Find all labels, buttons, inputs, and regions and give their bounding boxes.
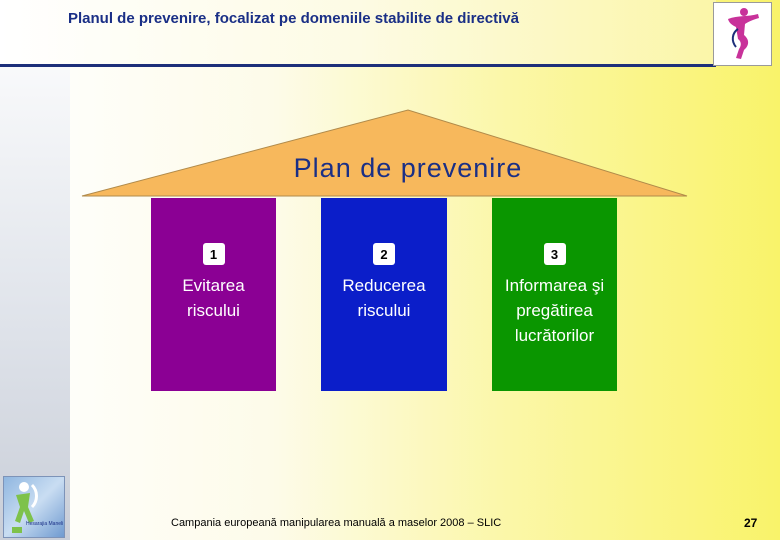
pillar-inform-train <box>492 198 617 391</box>
campaign-logo <box>3 476 65 538</box>
pillar-label-3: Informarea şi pregătirea lucrătorilor <box>504 276 605 345</box>
campaign-logo-text: Hesarajia Maneli <box>26 521 64 527</box>
pillar-label-1: Evitarea riscului <box>182 276 245 320</box>
pillar-label-2: Reducerea riscului <box>342 276 426 320</box>
slide-title: Planul de prevenire, focalizat pe domeniile stabilite de directivă <box>68 10 519 27</box>
page-number: 27 <box>744 516 758 530</box>
pillar-reduce-risk <box>321 198 447 391</box>
footer-text: Campania europeană manipularea manuală a maselor 2008 – SLIC <box>171 517 502 529</box>
campaign-figure-icon <box>4 477 64 537</box>
pillar-number-3: 3 <box>544 243 566 265</box>
pillar-number-2: 2 <box>373 243 395 265</box>
pillar-avoid-risk <box>151 198 276 391</box>
pillar-number-1: 1 <box>203 243 225 265</box>
roof-label: Plan de prevenire <box>293 153 523 183</box>
